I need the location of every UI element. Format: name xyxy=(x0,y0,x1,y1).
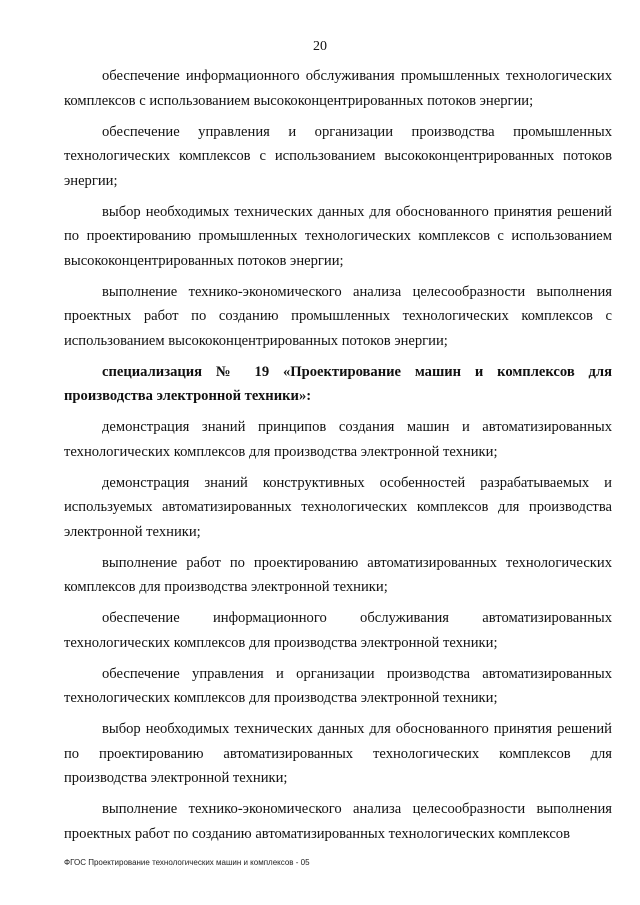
paragraph: демонстрация знаний конструктивных особенностей разрабатываемых и используемых автоматизированных технологических комплексов для производства электронной техники; xyxy=(64,474,612,540)
paragraph: выбор необходимых технических данных для обоснованного принятия решений по проектированию промышленных технологических комплексов с использованием высококонцентрированных потоков энергии; xyxy=(64,203,612,269)
paragraph: выполнение технико-экономического анализа целесообразности выполнения проектных работ по созданию автоматизированных технологических комплексов xyxy=(64,801,612,842)
paragraph: выбор необходимых технических данных для обоснованного принятия решений по проектированию автоматизированных технологических комплексов для производства электронной техники; xyxy=(64,721,612,786)
paragraph: обеспечение управления и организации производства автоматизированных технологических комплексов для производства электронной техники; xyxy=(64,665,612,706)
paragraph: обеспечение информационного обслуживания промышленных технологических комплексов с использованием высококонцентрированных потоков энергии; xyxy=(64,68,612,109)
section-heading: специализация № 19 «Проектирование машин и комплексов для производства электронной техники»: xyxy=(64,363,612,404)
paragraph: выполнение работ по проектированию автоматизированных технологических комплексов для производства электронной техники; xyxy=(64,554,612,595)
footer-text: ФГОС Проектирование технологических машин и комплексов - 05 xyxy=(64,858,310,867)
paragraph: выполнение технико-экономического анализа целесообразности выполнения проектных работ по созданию промышленных технологических комплексов с использованием высококонцентрированных потоков энергии; xyxy=(64,283,612,349)
paragraph: обеспечение управления и организации производства промышленных технологических комплексов с использованием высококонцентрированных потоков энергии; xyxy=(64,123,612,189)
document-body xyxy=(64,64,612,853)
paragraph: демонстрация знаний принципов создания машин и автоматизированных технологических комплексов для производства электронной техники; xyxy=(64,419,612,460)
paragraph: обеспечение информационного обслуживания автоматизированных технологических комплексов для производства электронной техники; xyxy=(64,610,612,651)
page-number: 20 xyxy=(313,39,327,54)
